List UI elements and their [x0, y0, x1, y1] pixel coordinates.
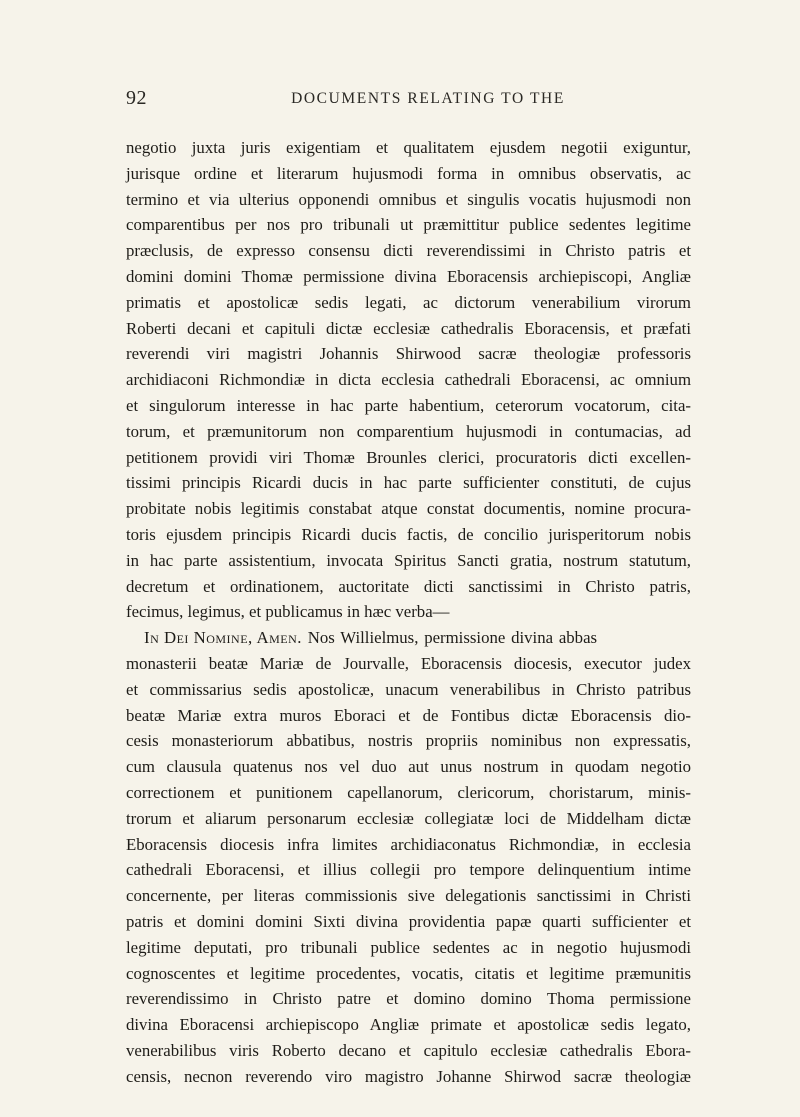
text-line: venerabilibus viris Roberto decano et capitulo ecclesiæ cathedralis Ebora- [126, 1040, 691, 1060]
text-line: concernente, per literas commissionis sive delegationis sanctissimi in Christi [126, 886, 691, 906]
text-line: tissimi principis Ricardi ducis in hac parte sufficienter constituti, de cujus [126, 473, 691, 493]
text-line: in hac parte assistentium, invocata Spiritus Sancti gratia, nostrum statutum, [126, 550, 691, 570]
text-line: et singulorum interesse in hac parte habentium, ceterorum vocatorum, cita- [126, 395, 691, 415]
text-line: beatæ Mariæ extra muros Eboraci et de Fontibus dictæ Eboracensis dio- [126, 705, 691, 725]
text-line: domini domini Thomæ permissione divina Eboracensis archiepiscopi, Angliæ [126, 266, 691, 286]
text-line-last: fecimus, legimus, et publicamus in hæc verba— [126, 602, 450, 622]
text-line: reverendi viri magistri Johannis Shirwood sacræ theologiæ professoris [126, 344, 691, 364]
text-line: Roberti decani et capituli dictæ ecclesiæ cathedralis Eboracensis, et præfati [126, 318, 691, 338]
text-line: cesis monasteriorum abbatibus, nostris propriis nominibus non expressatis, [126, 731, 691, 751]
text-line: præclusis, de expresso consensu dicti reverendissimi in Christo patris et [126, 241, 691, 261]
text-line: negotio juxta juris exigentiam et qualitatem ejusdem negotii exiguntur, [126, 138, 691, 157]
text-line: archidiaconi Richmondiæ in dicta ecclesia cathedrali Eboracensi, ac omnium [126, 370, 691, 390]
text-line: cum clausula quatenus nos vel duo aut unus nostrum in quodam negotio [126, 757, 691, 777]
text-line: comparentibus per nos pro tribunali ut præmittitur publice sedentes legitime [126, 215, 691, 235]
text-line: correctionem et punitionem capellanorum, clericorum, choristarum, minis- [126, 782, 691, 802]
text-line: divina Eboracensi archiepiscopo Angliæ primate et apostolicæ sedis legato, [126, 1015, 691, 1035]
page-header [126, 87, 690, 115]
running-head: DOCUMENTS RELATING TO THE [291, 90, 565, 107]
body-text [126, 135, 691, 1089]
text-line: monasterii beatæ Mariæ de Jourvalle, Eboracensis diocesis, executor judex [126, 653, 691, 673]
text-line: Eboracensis diocesis infra limites archidiaconatus Richmondiæ, in ecclesia [126, 834, 691, 854]
text-line: probitate nobis legitimis constabat atque constat documentis, nomine procura- [126, 499, 691, 519]
text-line: trorum et aliarum personarum ecclesiæ collegiatæ loci de Middelham dictæ [126, 808, 691, 828]
text-line: torum, et præmunitorum non comparentium hujusmodi in contumacias, ad [126, 421, 691, 441]
text-line: termino et via ulterius opponendi omnibus et singulis vocatis hujusmodi non [126, 189, 691, 209]
text-line: jurisque ordine et literarum hujusmodi forma in omnibus observatis, ac [126, 163, 691, 183]
paragraph-opening-line [126, 625, 691, 651]
text-line: et commissarius sedis apostolicæ, unacum venerabilibus in Christo patribus [126, 679, 691, 699]
text-line: decretum et ordinationem, auctoritate dicti sanctissimi in Christo patris, [126, 576, 691, 596]
text-line: legitime deputati, pro tribunali publice sedentes ac in negotio hujusmodi [126, 937, 691, 957]
text-line: patris et domini domini Sixti divina providentia papæ quarti sufficienter et [126, 911, 691, 931]
page-number: 92 [126, 87, 147, 109]
text-line: petitionem providi viri Thomæ Brounles clerici, procuratoris dicti excellen- [126, 447, 691, 467]
text-line: reverendissimo in Christo patre et domino domino Thoma permissione [126, 989, 691, 1009]
text-line: censis, necnon reverendo viro magistro Johanne Shirwod sacræ theologiæ [126, 1066, 691, 1086]
opening-line-rest: Nos Willielmus, permissione divina abbas [301, 628, 598, 648]
text-line: primatis et apostolicæ sedis legati, ac dictorum venerabilium virorum [126, 292, 691, 312]
invocation-smallcaps: In Dei Nomine, Amen. [144, 628, 302, 648]
text-line: cognoscentes et legitime procedentes, vocatis, citatis et legitime præmunitis [126, 963, 691, 983]
text-line: cathedrali Eboracensi, et illius collegii pro tempore delinquentium intime [126, 860, 691, 880]
text-line: toris ejusdem principis Ricardi ducis factis, de concilio jurisperitorum nobis [126, 524, 691, 544]
